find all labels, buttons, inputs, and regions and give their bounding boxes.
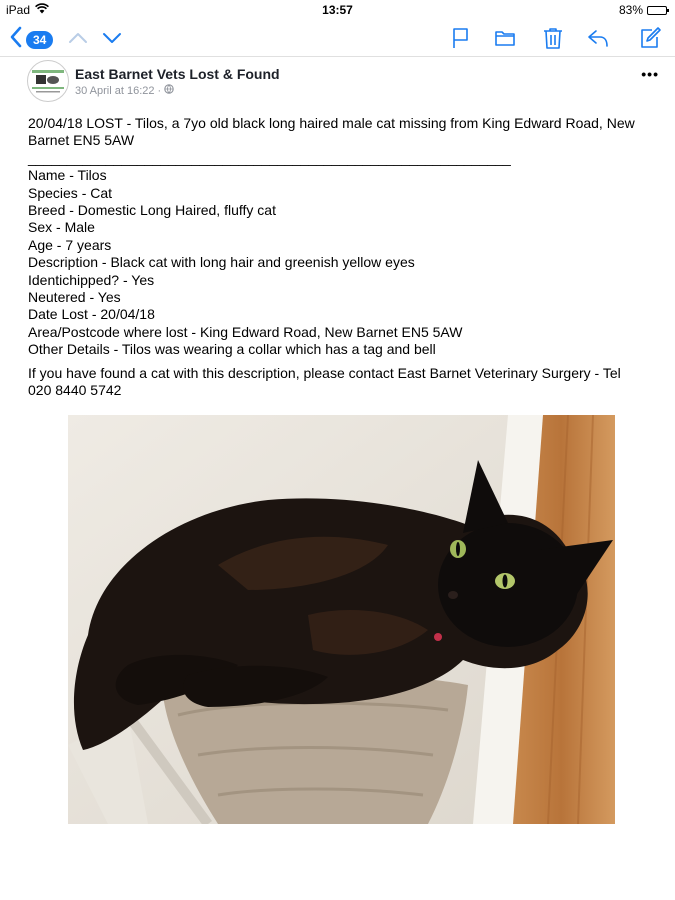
- flag-icon[interactable]: [449, 26, 473, 50]
- cat-photo[interactable]: [68, 415, 615, 824]
- facebook-post: [0, 56, 675, 900]
- clock: 13:57: [322, 3, 353, 17]
- compose-icon[interactable]: [638, 26, 662, 50]
- detail-line: Date Lost - 20/04/18: [28, 306, 155, 323]
- detail-line: Sex - Male: [28, 219, 95, 236]
- details-list: [28, 167, 638, 358]
- globe-icon: [164, 84, 174, 97]
- status-bar: [0, 0, 675, 20]
- post-body: [28, 115, 638, 400]
- reply-icon[interactable]: [586, 26, 610, 50]
- back-button[interactable]: [9, 26, 53, 53]
- meta-separator: ·: [157, 84, 162, 97]
- detail-line: Identichipped? - Yes: [28, 271, 155, 288]
- detail-line: Area/Postcode where lost - King Edward Road, New Barnet EN5 5AW: [28, 323, 463, 340]
- detail-line: Description - Black cat with long hair and greenish yellow eyes: [28, 254, 415, 271]
- status-right: [619, 3, 667, 17]
- detail-line: Name - Tilos: [28, 167, 107, 184]
- detail-line: Breed - Domestic Long Haired, fluffy cat: [28, 202, 276, 219]
- battery-percent: 83%: [618, 3, 643, 17]
- post-meta: [75, 84, 174, 97]
- chevron-up-icon[interactable]: [66, 26, 90, 50]
- detail-line: Species - Cat: [28, 184, 113, 201]
- post-timestamp[interactable]: 30 April at 16:22: [75, 84, 155, 97]
- trash-icon[interactable]: [541, 26, 565, 50]
- battery-icon: [647, 6, 667, 15]
- detail-line: Other Details - Tilos was wearing a collar which has a tag and bell: [28, 341, 436, 358]
- chevron-left-icon: [9, 26, 23, 53]
- device-label: iPad: [6, 3, 31, 17]
- text-divider: ______________________________________________________________: [28, 149, 511, 166]
- avatar[interactable]: [27, 60, 69, 102]
- contact-info: If you have found a cat with this description, please contact East Barnet Veterinary Surgery - Tel 020 8440 5742: [28, 364, 621, 399]
- mail-toolbar: [0, 20, 675, 56]
- more-icon[interactable]: •••: [641, 66, 659, 82]
- folder-icon[interactable]: [493, 26, 517, 50]
- page-name-link[interactable]: East Barnet Vets Lost & Found: [75, 66, 280, 82]
- detail-line: Age - 7 years: [28, 236, 112, 253]
- unread-count-badge: 34: [26, 31, 53, 49]
- chevron-down-icon[interactable]: [100, 26, 124, 50]
- divider: [0, 56, 675, 57]
- detail-line: Neutered - Yes: [28, 289, 121, 306]
- post-headline: 20/04/18 LOST - Tilos, a 7yo old black long haired male cat missing from King Edward Road, New Barnet EN5 5AW: [28, 115, 635, 149]
